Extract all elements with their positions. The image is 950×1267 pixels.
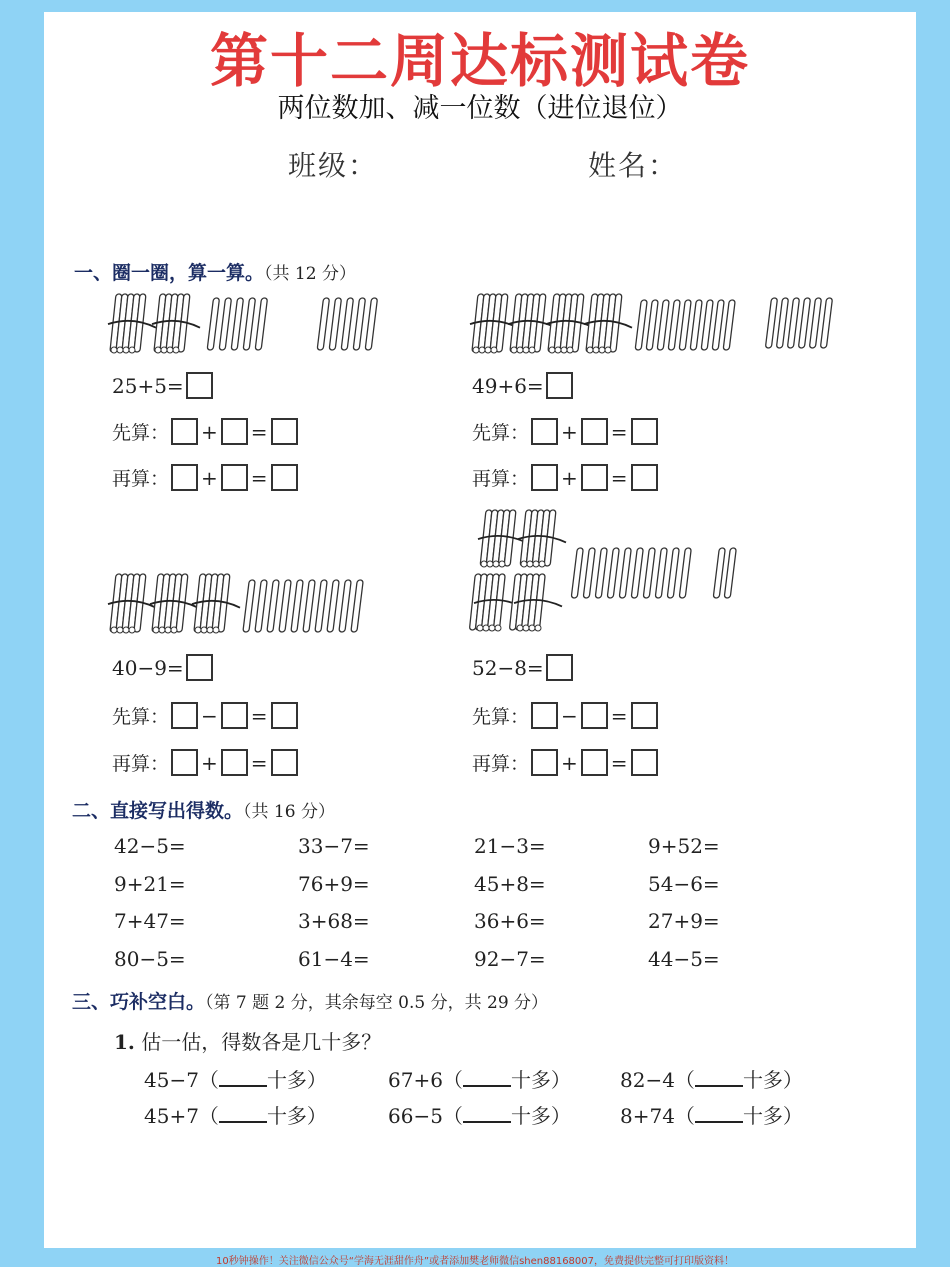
answer-box[interactable]	[271, 702, 298, 729]
estimate-unit: 十多）	[742, 1068, 803, 1092]
single-sticks	[635, 300, 735, 350]
estimate-item	[144, 1100, 327, 1129]
stick-bundle	[509, 574, 562, 631]
calc-item[interactable]: 33−7=	[298, 834, 370, 858]
estimate-expression: 45+7（	[144, 1104, 219, 1128]
estimate-item	[620, 1100, 803, 1129]
section2-title: 二、直接写出得数。	[72, 800, 244, 822]
equals-sign: =	[250, 703, 268, 728]
problem-2-first-step	[472, 418, 660, 445]
then-step-label: 再算：	[112, 468, 170, 490]
answer-box[interactable]	[271, 464, 298, 491]
section3-heading	[72, 987, 548, 1014]
calc-item[interactable]: 3+68=	[298, 909, 370, 933]
sticks-picture-3	[110, 574, 410, 640]
answer-box[interactable]	[171, 464, 198, 491]
equals-sign: =	[250, 419, 268, 444]
sticks-picture-1	[110, 294, 390, 360]
equals-sign: =	[610, 419, 628, 444]
answer-box[interactable]	[631, 749, 658, 776]
answer-box[interactable]	[221, 702, 248, 729]
estimate-item	[388, 1100, 571, 1129]
estimate-item	[620, 1064, 803, 1093]
answer-box[interactable]	[631, 464, 658, 491]
answer-box[interactable]	[546, 372, 573, 399]
answer-box[interactable]	[531, 418, 558, 445]
operator: +	[201, 465, 218, 490]
problem-3-then-step	[112, 749, 300, 776]
estimate-unit: 十多）	[266, 1068, 327, 1092]
calc-item[interactable]: 92−7=	[474, 947, 546, 971]
page-title: 第十二周达标测试卷	[209, 27, 750, 95]
estimate-unit: 十多）	[742, 1104, 803, 1128]
equals-sign: =	[610, 750, 628, 775]
answer-box[interactable]	[581, 418, 608, 445]
calc-item[interactable]: 42−5=	[114, 834, 186, 858]
section1-heading	[74, 258, 356, 285]
question-text: 估一估，得数各是几十多？	[141, 1030, 382, 1054]
answer-blank[interactable]	[219, 1103, 267, 1123]
sticks-picture-4	[470, 510, 770, 638]
stick-bundle	[518, 510, 566, 567]
calc-item[interactable]: 36+6=	[474, 909, 546, 933]
problem-3-equation	[112, 654, 215, 681]
question-1-title	[114, 1026, 381, 1055]
stick-bundle	[584, 294, 632, 353]
worksheet	[44, 12, 916, 1248]
estimate-expression: 82−4（	[620, 1068, 695, 1092]
answer-blank[interactable]	[695, 1103, 743, 1123]
name-field-label: 姓名：	[588, 149, 679, 182]
answer-box[interactable]	[631, 702, 658, 729]
answer-box[interactable]	[171, 749, 198, 776]
operator: −	[201, 703, 218, 728]
footer-notice: 10秒钟操作！关注微信公众号“学海无涯甜作舟”或者添加樊老师微信shen88168007，免费提供完整可打印版资料！	[215, 1256, 735, 1267]
stick-bundle	[152, 294, 200, 353]
answer-box[interactable]	[171, 418, 198, 445]
calc-item[interactable]: 54−6=	[648, 872, 720, 896]
answer-box[interactable]	[581, 749, 608, 776]
answer-box[interactable]	[186, 654, 213, 681]
first-step-label: 先算：	[472, 422, 530, 444]
operator: +	[561, 465, 578, 490]
single-sticks	[317, 298, 377, 350]
problem-1-then-step	[112, 464, 300, 491]
equals-sign: =	[610, 465, 628, 490]
estimate-unit: 十多）	[510, 1104, 571, 1128]
equation-text: 52−8=	[472, 655, 544, 680]
estimate-unit: 十多）	[266, 1104, 327, 1128]
answer-box[interactable]	[271, 749, 298, 776]
single-sticks	[713, 548, 736, 598]
class-field-label: 班级：	[288, 149, 379, 182]
answer-box[interactable]	[221, 464, 248, 491]
calc-item[interactable]: 9+21=	[114, 872, 186, 896]
stick-bundle	[150, 574, 198, 633]
answer-box[interactable]	[631, 418, 658, 445]
calc-item[interactable]: 7+47=	[114, 909, 186, 933]
answer-box[interactable]	[531, 702, 558, 729]
page-subtitle: 两位数加、减一位数（进位退位）	[277, 93, 683, 124]
calc-item[interactable]: 21−3=	[474, 834, 546, 858]
operator: +	[561, 750, 578, 775]
estimate-item	[388, 1064, 571, 1093]
equation-text: 40−9=	[112, 655, 184, 680]
operator: +	[561, 419, 578, 444]
question-number: 1.	[114, 1030, 135, 1054]
stick-bundle	[192, 574, 240, 633]
stick-bundle	[108, 574, 156, 633]
problem-3-first-step	[112, 702, 300, 729]
then-step-label: 再算：	[472, 753, 530, 775]
answer-box[interactable]	[581, 702, 608, 729]
answer-box[interactable]	[531, 464, 558, 491]
answer-blank[interactable]	[463, 1103, 511, 1123]
estimate-unit: 十多）	[510, 1068, 571, 1092]
estimate-expression: 67+6（	[388, 1068, 463, 1092]
problem-2-then-step	[472, 464, 660, 491]
answer-box[interactable]	[221, 418, 248, 445]
calc-item[interactable]: 9+52=	[648, 834, 720, 858]
section3-title: 三、巧补空白。	[72, 991, 206, 1013]
equals-sign: =	[250, 750, 268, 775]
first-step-label: 先算：	[112, 422, 170, 444]
estimate-expression: 8+74（	[620, 1104, 695, 1128]
answer-blank[interactable]	[463, 1067, 511, 1087]
operator: +	[201, 750, 218, 775]
then-step-label: 再算：	[472, 468, 530, 490]
stick-bundle	[108, 294, 156, 353]
sticks-picture-2	[470, 294, 850, 360]
answer-box[interactable]	[186, 372, 213, 399]
first-step-label: 先算：	[472, 706, 530, 728]
problem-4-first-step	[472, 702, 660, 729]
then-step-label: 再算：	[112, 753, 170, 775]
calc-item[interactable]: 76+9=	[298, 872, 370, 896]
operator: −	[561, 703, 578, 728]
calc-item[interactable]: 61−4=	[298, 947, 370, 971]
single-sticks	[243, 580, 363, 632]
calc-item[interactable]: 27+9=	[648, 909, 720, 933]
single-sticks	[571, 548, 691, 598]
section2-heading	[72, 796, 335, 823]
problem-1-equation	[112, 372, 215, 399]
section1-points: （共 12 分）	[264, 264, 356, 284]
answer-box[interactable]	[581, 464, 608, 491]
answer-box[interactable]	[171, 702, 198, 729]
answer-box[interactable]	[531, 749, 558, 776]
equals-sign: =	[610, 703, 628, 728]
problem-4-equation	[472, 654, 575, 681]
operator: +	[201, 419, 218, 444]
problem-4-then-step	[472, 749, 660, 776]
section2-points: （共 16 分）	[243, 802, 335, 822]
estimate-expression: 45−7（	[144, 1068, 219, 1092]
answer-box[interactable]	[546, 654, 573, 681]
estimate-expression: 66−5（	[388, 1104, 463, 1128]
equation-text: 49+6=	[472, 373, 544, 398]
calc-item[interactable]: 44−5=	[648, 947, 720, 971]
equals-sign: =	[250, 465, 268, 490]
section1-title: 一、圈一圈，算一算。	[74, 262, 265, 284]
estimate-item	[144, 1064, 327, 1093]
problem-1-first-step	[112, 418, 300, 445]
equation-text: 25+5=	[112, 373, 184, 398]
answer-blank[interactable]	[219, 1067, 267, 1087]
answer-blank[interactable]	[695, 1067, 743, 1087]
answer-box[interactable]	[221, 749, 248, 776]
first-step-label: 先算：	[112, 706, 170, 728]
calc-item[interactable]: 45+8=	[474, 872, 546, 896]
problem-2-equation	[472, 372, 575, 399]
single-sticks	[765, 298, 832, 348]
section3-points: （第 7 题 2 分，其余每空 0.5 分，共 29 分）	[205, 993, 549, 1013]
answer-box[interactable]	[271, 418, 298, 445]
calc-item[interactable]: 80−5=	[114, 947, 186, 971]
single-sticks	[207, 298, 267, 350]
